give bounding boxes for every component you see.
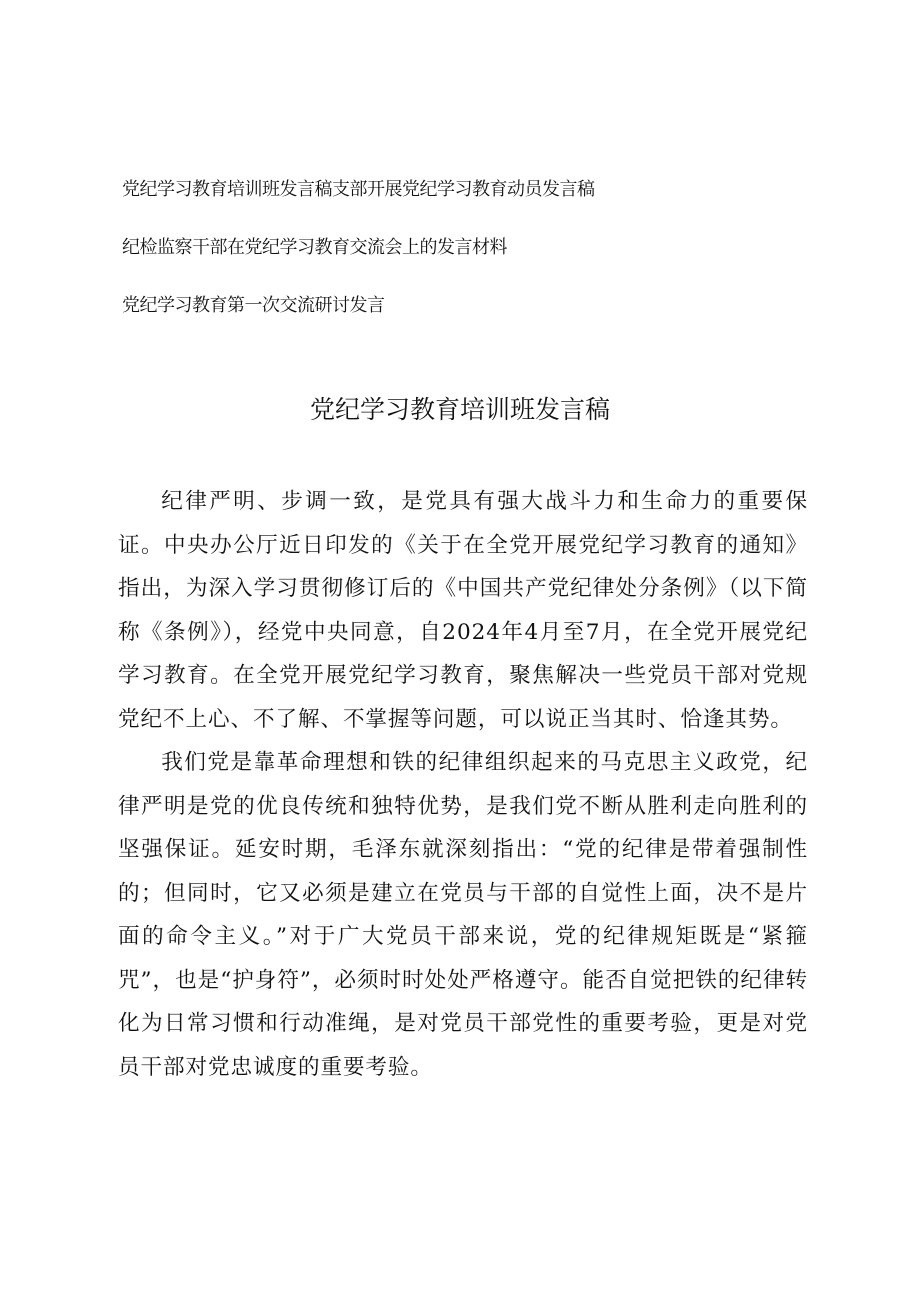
toc-item: 纪检监察干部在党纪学习教育交流会上的发言材料 [122,237,507,258]
body-paragraph: 纪律严明、步调一致，是党具有强大战斗力和生命力的重要保证。中央办公厅近日印发的《关于在全党开展党纪学习教育的通知》指出，为深入学习贯彻修订后的《中国共产党纪律处分条例》（以下简称《条例》），经党中央同意，自2024年4月至7月，在全党开展党纪学习教育。在全党开展党纪学习教育，聚焦解决一些党员干部对党规党纪不上心、不了解、不掌握等问题，可以说正当其时、恰逢其势。 [118,489,808,732]
toc-item: 党纪学习教育培训班发言稿支部开展党纪学习教育动员发言稿 [122,179,595,200]
body-paragraph: 我们党是靠革命理想和铁的纪律组织起来的马克思主义政党，纪律严明是党的优良传统和独特优势，是我们党不断从胜利走向胜利的坚强保证。延安时期，毛泽东就深刻指出：“党的纪律是带着强制性的；但同时，它又必须是建立在党员与干部的自觉性上面，决不是片面的命令主义。”对于广大党员干部来说，党的纪律规矩既是“紧箍咒”，也是“护身符”，必须时时处处严格遵守。能否自觉把铁的纪律转化为日常习惯和行动准绳，是对党员干部党性的重要考验，更是对党员干部对党忠诚度的重要考验。 [118,750,808,1080]
document-title: 党纪学习教育培训班发言稿 [309,395,610,424]
toc-item: 党纪学习教育第一次交流研讨发言 [122,295,385,316]
table-of-contents [122,170,822,344]
document-body [118,480,808,1089]
